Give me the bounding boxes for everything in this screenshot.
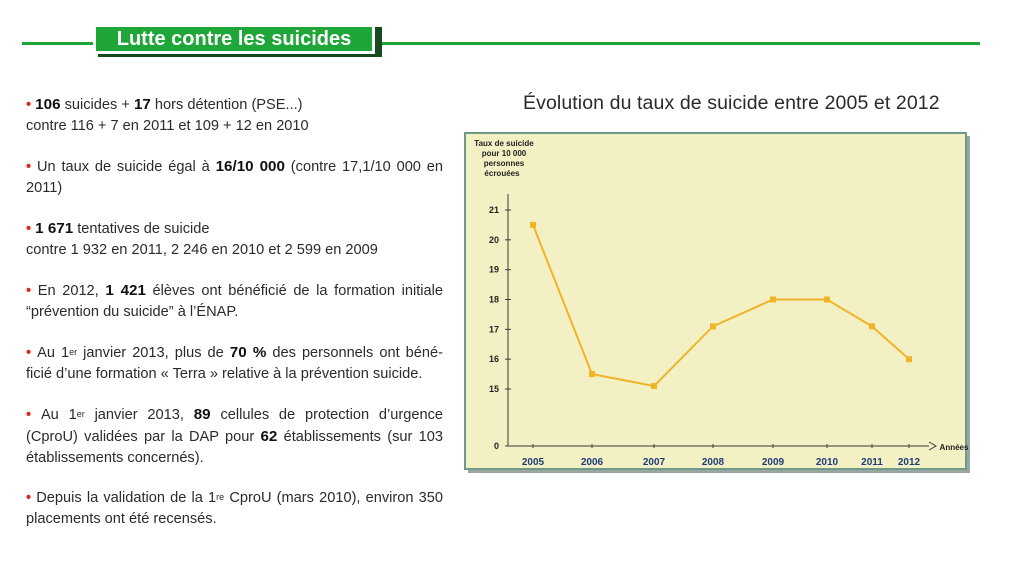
y-axis-label-line: pour 10 000 (481, 149, 527, 158)
y-tick-label: 0 (493, 441, 499, 451)
chart-background (465, 133, 966, 469)
y-tick-label: 15 (488, 384, 499, 394)
x-tick-label: 2005 (521, 457, 545, 468)
data-point (824, 297, 830, 303)
bullet-item: • 106 suicides + 17 hors détention (PSE...) contre 116 + 7 en 2011 et 109 + 12 en 2010 (26, 96, 309, 134)
data-point (589, 371, 595, 377)
y-tick-label: 19 (488, 264, 499, 275)
y-axis-label-line: personnes (483, 159, 525, 168)
bullet-item: • 1 671 tentatives de suicide contre 1 932 en 2011, 2 246 en 2010 et 2 599 en 2009 (26, 220, 378, 258)
chart-svg (464, 132, 974, 477)
data-point (530, 222, 536, 228)
chart-title: Évolution du taux de suicide entre 2005 et 2012 (523, 92, 940, 114)
y-tick-label: 20 (488, 234, 499, 245)
data-point (651, 383, 657, 389)
bullet-item: • Depuis la validation de la 1re CproU (mars 2010), environ 350 placements ont été recensés. (26, 490, 443, 527)
x-tick-label: 2006 (580, 457, 604, 468)
bullet-item: • Au 1er janvier 2013, 89 cellules de protection d’urgence (CproU) validées par la DAP pour 62 établissements (sur 103 établissements concernés). (26, 406, 443, 466)
y-axis-label-line: écrouées (484, 169, 520, 178)
x-tick-label: 2011 (861, 457, 883, 468)
y-tick-label: 17 (488, 324, 499, 335)
y-axis-label-line: Taux de suicide (474, 139, 534, 148)
line-chart (464, 132, 974, 477)
bullet-list (26, 94, 443, 549)
x-tick-label: 2007 (642, 457, 666, 468)
data-point (770, 297, 776, 303)
y-tick-label: 16 (488, 354, 499, 365)
data-point (906, 356, 912, 362)
bullet-item: • Au 1er janvier 2013, plus de 70 % des personnels ont béné-ficié d’une formation « Terra » relative à la prévention suicide. (26, 344, 443, 382)
bullet-item: • En 2012, 1 421 élèves ont bénéficié de la formation initiale “prévention du suicide” à l’ÉNAP. (26, 282, 443, 320)
y-tick-label: 21 (488, 205, 499, 215)
x-tick-label: 2009 (761, 457, 785, 468)
data-point (869, 323, 875, 329)
y-tick-label: 18 (488, 294, 499, 305)
x-tick-label: 2010 (815, 457, 839, 468)
bullet-item: • Un taux de suicide égal à 16/10 000 (contre 17,1/10 000 en 2011) (26, 158, 443, 196)
page-title: Lutte contre les suicides (93, 24, 375, 54)
x-tick-label: 2012 (897, 457, 921, 468)
data-point (710, 323, 716, 329)
x-axis-label: Années (939, 443, 969, 452)
x-tick-label: 2008 (701, 457, 725, 468)
